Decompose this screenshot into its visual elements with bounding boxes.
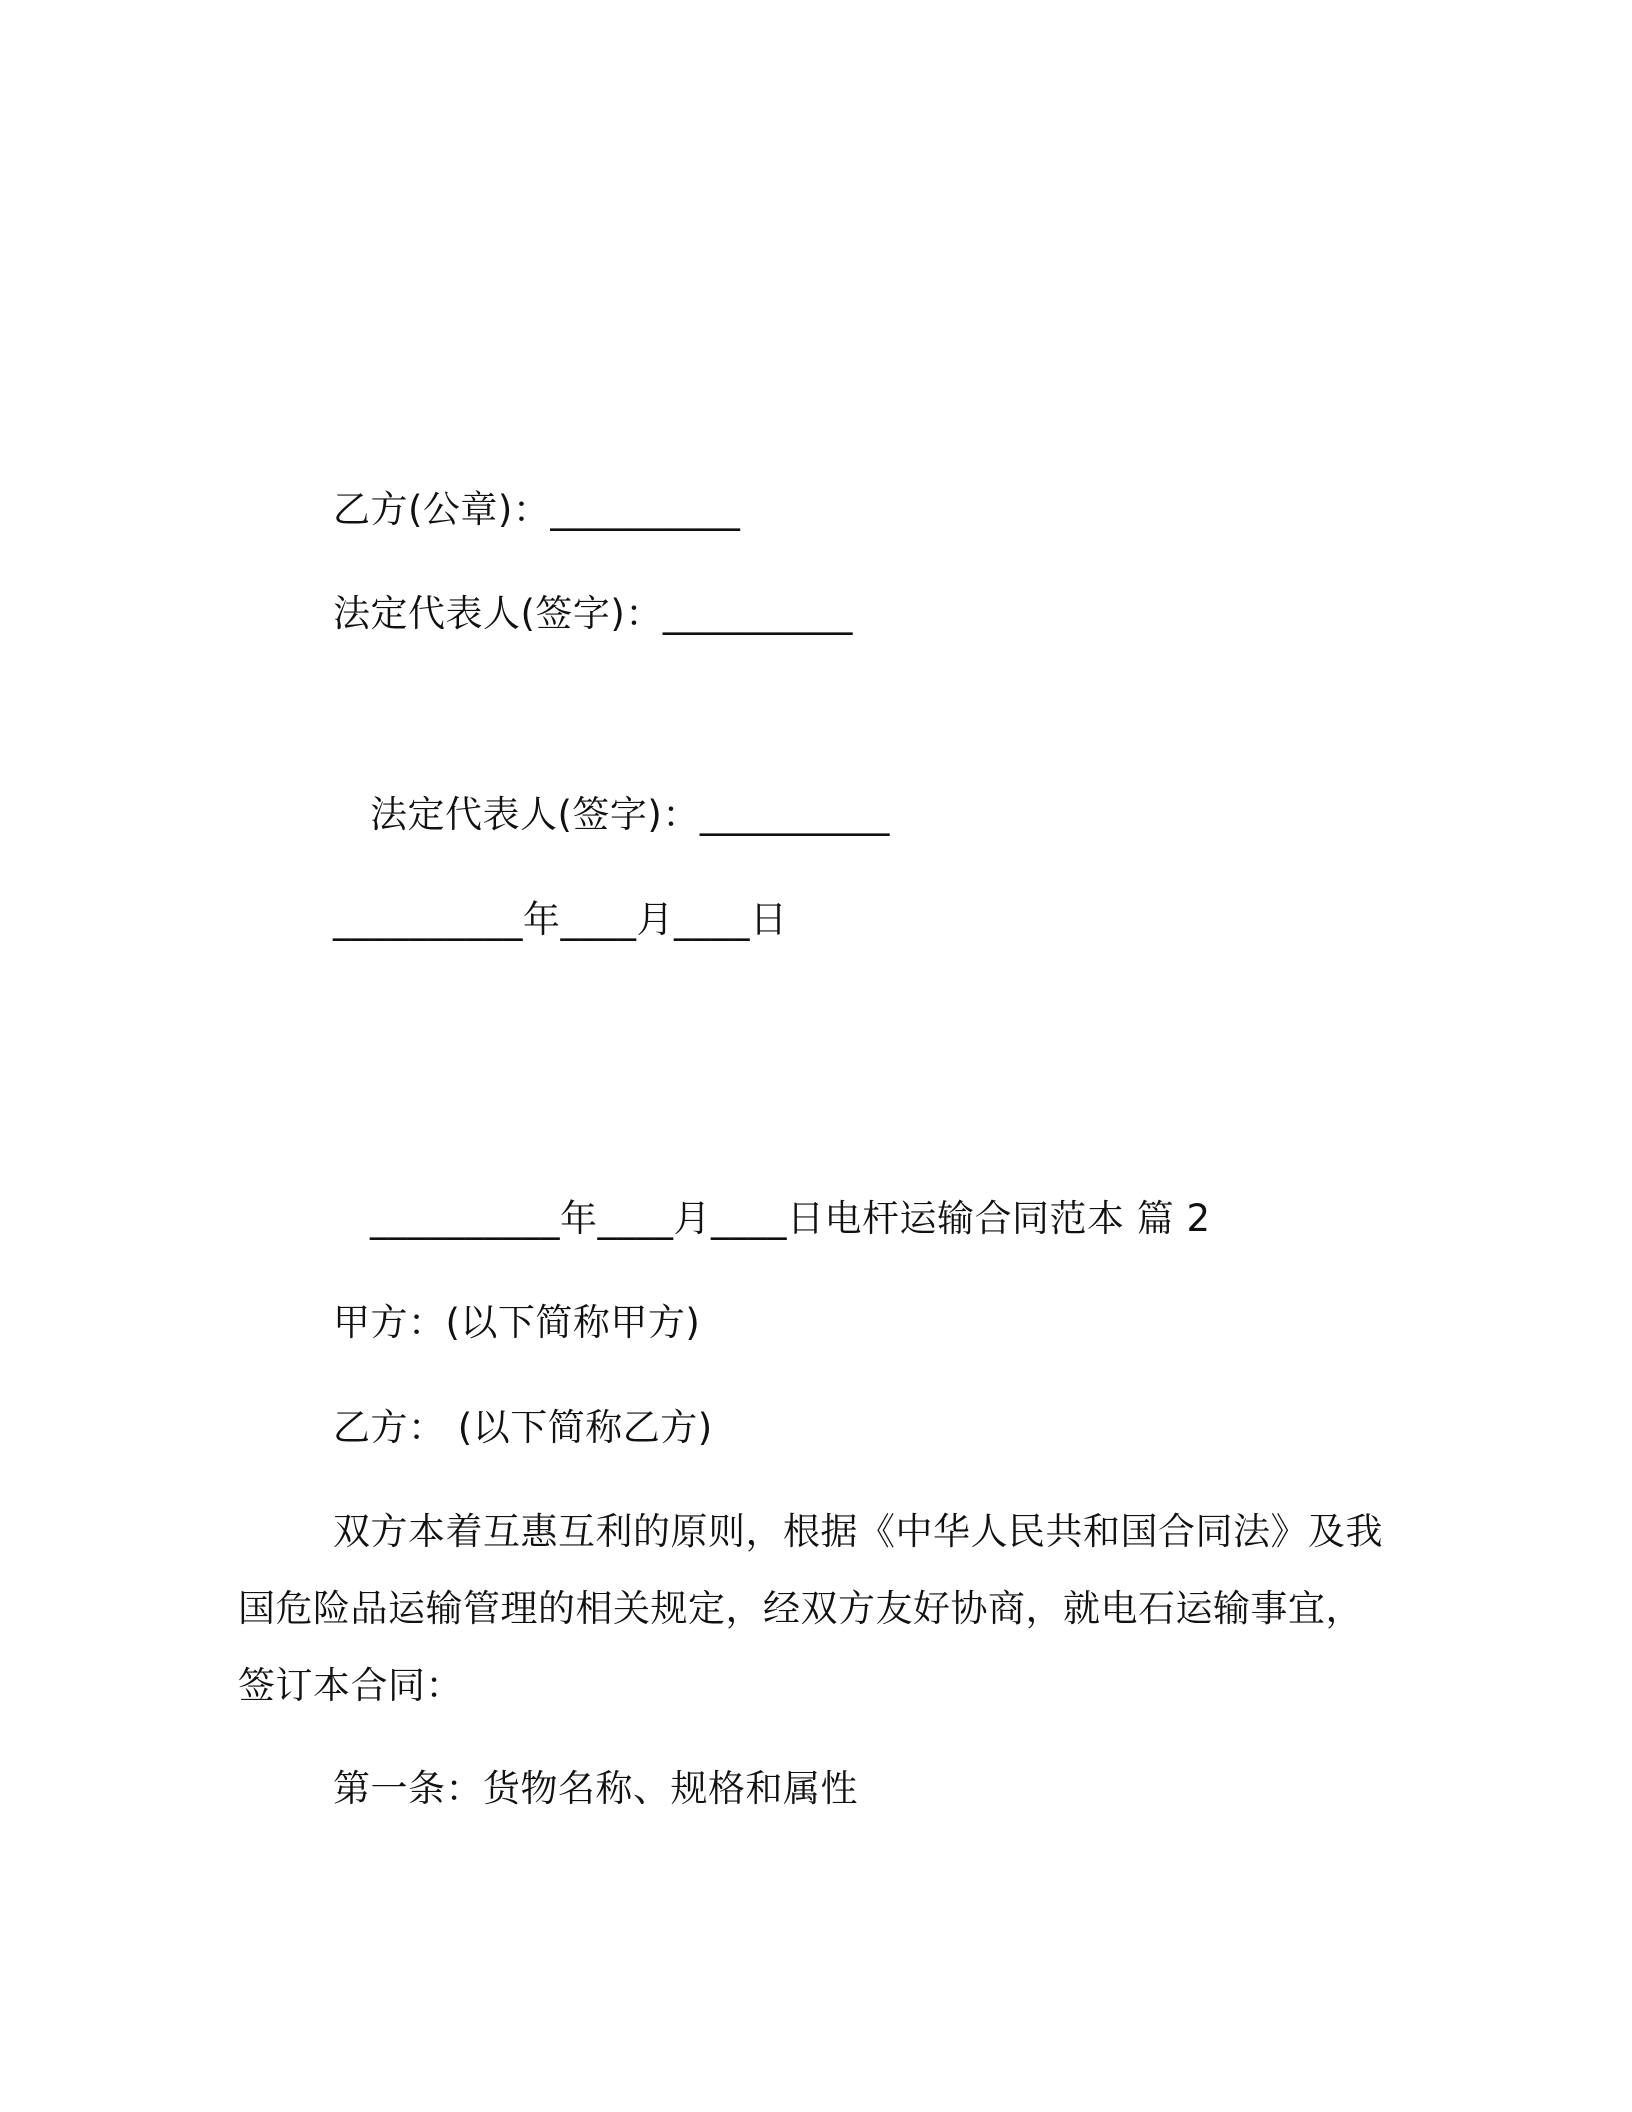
date-line: __________年____月____日 xyxy=(333,898,788,941)
article-1-heading: 第一条：货物名称、规格和属性 xyxy=(333,1767,858,1810)
paragraph-line-2: 国危险品运输管理的相关规定，经双方友好协商，就电石运输事宜， xyxy=(238,1587,1363,1630)
party-a-line: 甲方：(以下简称甲方) xyxy=(333,1301,701,1344)
party-b-line: 乙方： (以下简称乙方) xyxy=(333,1406,713,1449)
contract-heading: __________年____月____日电杆运输合同范本 篇 2 xyxy=(370,1197,1211,1240)
legal-representative-line-1: 法定代表人(签字)：__________ xyxy=(333,592,853,635)
paragraph-line-3: 签订本合同： xyxy=(238,1664,463,1707)
legal-representative-line-2: 法定代表人(签字)：__________ xyxy=(370,793,890,836)
party-b-seal-line: 乙方(公章)：__________ xyxy=(333,488,741,531)
paragraph-line-1: 双方本着互惠互利的原则，根据《中华人民共和国合同法》及我 xyxy=(333,1510,1383,1553)
